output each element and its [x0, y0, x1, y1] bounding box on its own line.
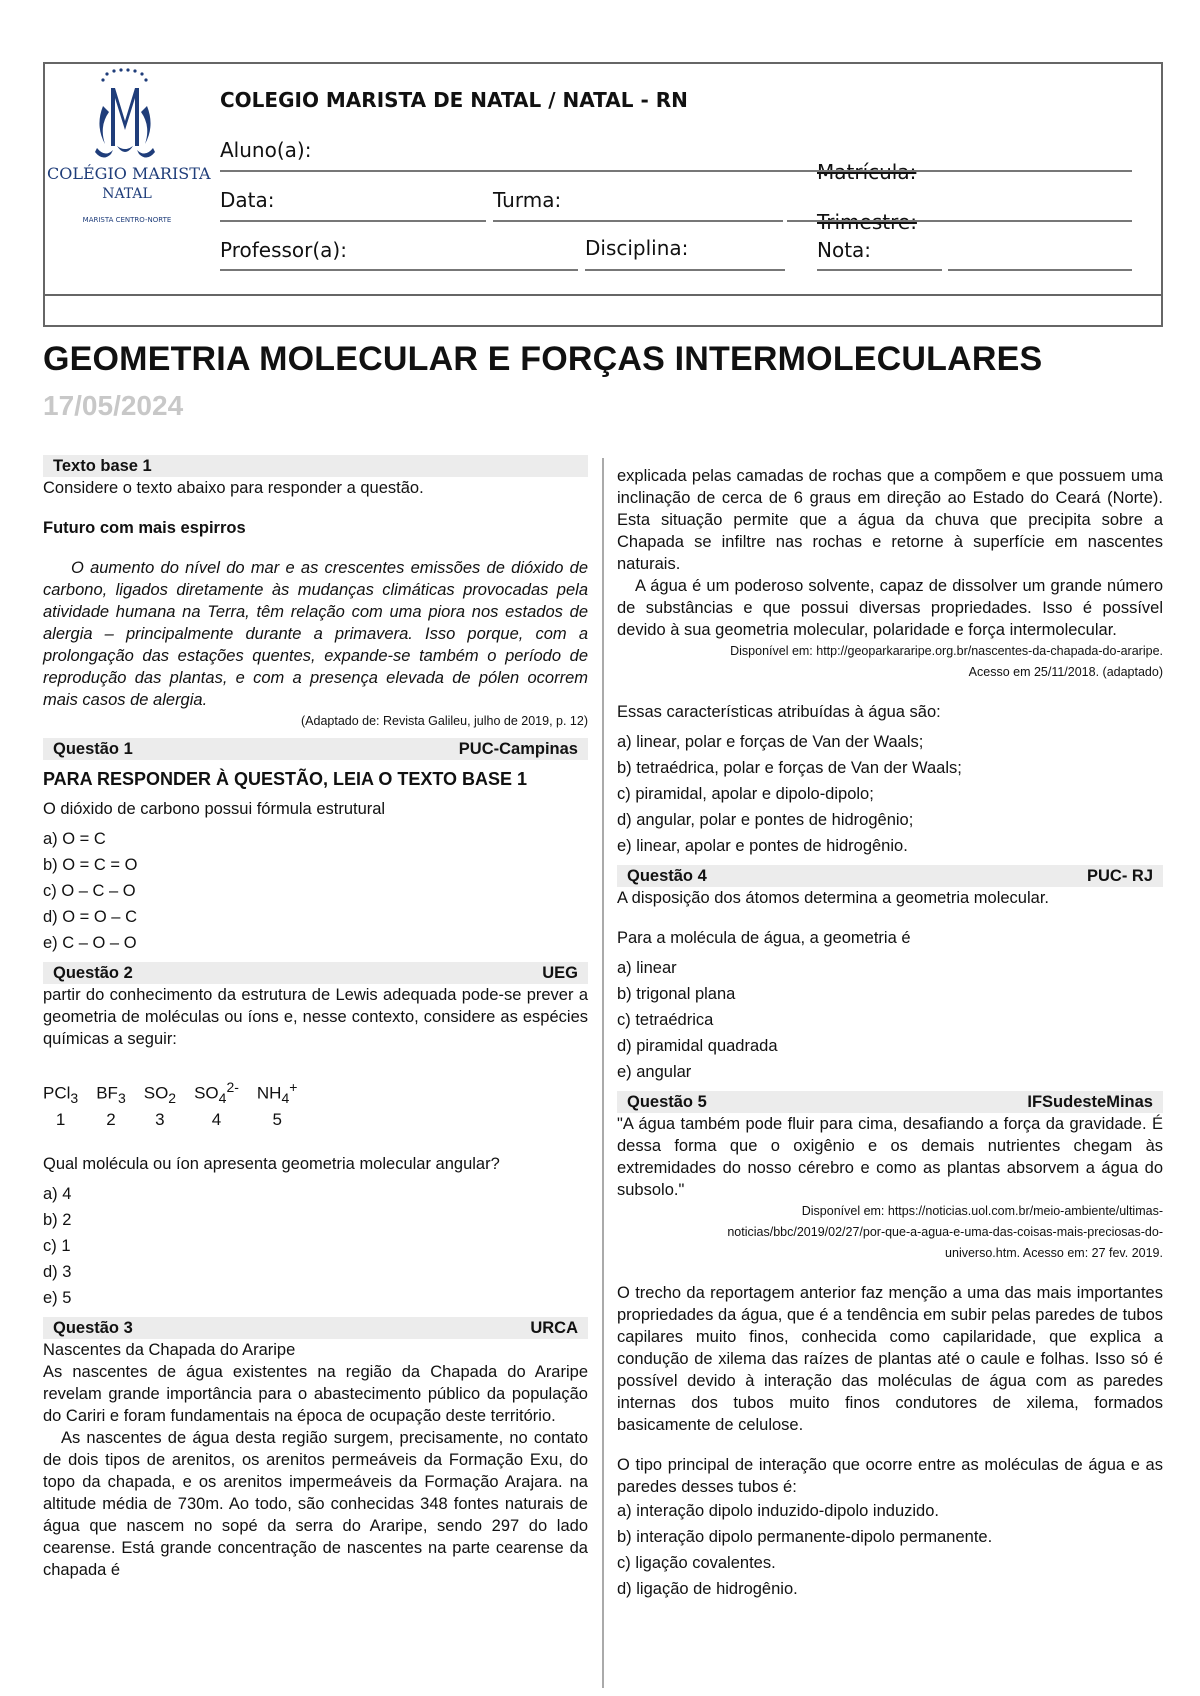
logo-subtitle: MARISTA CENTRO-NORTE [82, 216, 172, 224]
disciplina-field[interactable] [585, 269, 785, 271]
species-formula: PCl [43, 1083, 71, 1103]
q3-option-a[interactable]: a) linear, polar e forças de Van der Waals; [617, 733, 924, 751]
q2-species-4 [194, 1076, 239, 1131]
school-logo [47, 66, 211, 251]
q3-paragraph-2: As nascentes de água desta região surgem, precisamente, no contato de dois tipos de arenitos, os arenitos permeáveis da Formação Exu, do topo da chapada, e os arenitos impermeáveis da Formação Arajara. na altitude média de 730m. Ao todo, são conhecidas 348 fontes naturais de água que nascem no sopé da serra do Araripe, sendo 297 do lado cearense. Está grande concentração de nascentes na parte cearense da chapada é [43, 1429, 588, 1580]
q1-option-e[interactable]: e) C – O – O [43, 934, 137, 952]
turma-label: Turma: [493, 188, 562, 212]
header-box [43, 62, 1163, 327]
texto-base-heading [43, 455, 588, 477]
q1-label: Questão 1 [53, 740, 133, 758]
q3-paragraph-1: As nascentes de água existentes na região da Chapada do Araripe revelam grande importância para o abastecimento público da população do Cariri e foram fundamentais na época de ocupação deste território. [43, 1363, 588, 1426]
q2-stem: partir do conhecimento da estrutura de Lewis adequada pode-se prever a geometria de moléculas ou íons e, nesse contexto, considere as espécies químicas a seguir: [43, 986, 588, 1048]
q2-question: Qual molécula ou íon apresenta geometria molecular angular? [43, 1155, 500, 1174]
q1-source: PUC-Campinas [458, 740, 578, 758]
q3-header [43, 1317, 588, 1339]
species-number: 2 [106, 1110, 116, 1130]
q3-title: Nascentes da Chapada do Araripe [43, 1341, 296, 1360]
q5-source: IFSudesteMinas [1027, 1093, 1153, 1111]
q3-source-line-2: Acesso em 25/11/2018. (adaptado) [968, 665, 1163, 679]
q3-source-line-1: Disponível em: http://geoparkararipe.org.br/nascentes-da-chapada-do-araripe. [730, 644, 1163, 658]
q4-header [617, 865, 1163, 887]
species-subscript: 2 [168, 1090, 177, 1107]
texto-base-source: (Adaptado de: Revista Galileu, julho de 2019, p. 12) [301, 714, 588, 728]
q2-option-b[interactable]: b) 2 [43, 1211, 72, 1230]
q3-paragraph-3: A água é um poderoso solvente, capaz de dissolver um grande número de substâncias e que possui diversas propriedades. Isso é possível devido à sua geometria molecular, polaridade e força intermolecular. [617, 577, 1163, 639]
species-subscript: 3 [70, 1090, 79, 1107]
q5-source-line-3: universo.htm. Acesso em: 27 fev. 2019. [945, 1246, 1163, 1260]
texto-base-label: Texto base 1 [53, 457, 152, 475]
q3-option-b[interactable]: b) tetraédrica, polar e forças de Van der Waals; [617, 759, 962, 777]
trimestre-field[interactable] [787, 220, 1132, 222]
q2-species-list [43, 1076, 588, 1131]
q2-species-5 [257, 1076, 298, 1131]
left-column [43, 455, 588, 1581]
aluno-field[interactable] [220, 170, 742, 172]
species-formula: SO [143, 1083, 169, 1103]
texto-base-body: O aumento do nível do mar e as crescentes emissões de dióxido de carbono, ligados diretamente às mudanças climáticas provocadas pela atividade humana na Terra, têm relação com uma piora nos estados de alergia – principalmente durante a primavera. Isso porque, com a prolongação das estações quentes, expande-se também o período de reprodução das plantas, e com a presença elevada de pólen ocorrem mais casos de alergia. [43, 559, 588, 709]
q5-option-a[interactable]: a) interação dipolo induzido-dipolo induzido. [617, 1502, 939, 1520]
professor-field[interactable] [220, 269, 578, 271]
school-name: COLEGIO MARISTA DE NATAL / NATAL - RN [220, 88, 688, 112]
q3-label: Questão 3 [53, 1319, 133, 1338]
q1-option-d[interactable]: d) O = O – C [43, 908, 137, 926]
logo-text: COLÉGIO MARISTA [47, 164, 211, 183]
right-column [617, 465, 1163, 1602]
q2-option-a[interactable]: a) 4 [43, 1185, 72, 1204]
q1-option-b[interactable]: b) O = C = O [43, 856, 138, 874]
q5-option-b[interactable]: b) interação dipolo permanente-dipolo permanente. [617, 1528, 993, 1546]
q4-option-c[interactable]: c) tetraédrica [617, 1011, 714, 1029]
column-divider [602, 458, 604, 1688]
species-charge: 2- [226, 1079, 239, 1095]
trimestre-label: Trimestre: [817, 210, 917, 234]
nota-label: Nota: [817, 238, 872, 262]
nota-field[interactable] [817, 269, 942, 271]
turma-field[interactable] [493, 220, 783, 222]
q4-stem: A disposição dos átomos determina a geometria molecular. [617, 889, 1049, 907]
species-number: 1 [55, 1110, 66, 1130]
q5-header [617, 1091, 1163, 1113]
nota-field-2[interactable] [948, 269, 1132, 271]
disciplina-label: Disciplina: [585, 236, 689, 260]
texto-base-subtitle: Futuro com mais espirros [43, 519, 246, 537]
species-charge: + [289, 1079, 298, 1095]
q1-stem: O dióxido de carbono possui fórmula estrutural [43, 800, 386, 818]
species-number: 3 [155, 1110, 165, 1130]
q5-option-c[interactable]: c) ligação covalentes. [617, 1554, 776, 1572]
texto-base-intro: Considere o texto abaixo para responder a questão. [43, 479, 424, 497]
q1-instruction: PARA RESPONDER À QUESTÃO, LEIA O TEXTO BASE 1 [43, 769, 528, 789]
q5-question: O tipo principal de interação que ocorre entre as moléculas de água e as paredes desses tubos é: [617, 1456, 1163, 1496]
q4-question: Para a molécula de água, a geometria é [617, 929, 911, 947]
q4-label: Questão 4 [627, 867, 707, 885]
q5-option-d[interactable]: d) ligação de hidrogênio. [617, 1580, 798, 1598]
q2-species-3 [144, 1076, 176, 1131]
data-label: Data: [220, 188, 275, 212]
logo-city: NATAL [102, 186, 152, 202]
data-field[interactable] [220, 220, 486, 222]
q4-option-b[interactable]: b) trigonal plana [617, 985, 736, 1003]
q1-header [43, 738, 588, 760]
aluno-label: Aluno(a): [220, 138, 312, 162]
q5-source-line-1: Disponível em: https://noticias.uol.com.br/meio-ambiente/ultimas- [801, 1204, 1163, 1218]
professor-label: Professor(a): [220, 238, 347, 262]
matricula-label: Matrícula: [817, 160, 917, 184]
q4-source: PUC- RJ [1086, 867, 1153, 885]
q4-option-e[interactable]: e) angular [617, 1063, 692, 1081]
species-subscript: 3 [117, 1090, 126, 1107]
q2-option-e[interactable]: e) 5 [43, 1289, 72, 1308]
q3-option-e[interactable]: e) linear, apolar e pontes de hidrogênio. [617, 837, 908, 855]
q2-source: UEG [542, 964, 578, 982]
species-subscript: 4 [218, 1090, 227, 1107]
q2-option-c[interactable]: c) 1 [43, 1237, 71, 1256]
q2-option-d[interactable]: d) 3 [43, 1263, 72, 1282]
q2-label: Questão 2 [53, 964, 133, 982]
page-date: 17/05/2024 [43, 390, 184, 421]
q5-paragraph: O trecho da reportagem anterior faz menção a uma das mais importantes propriedades da água, que é a tendência em subir pelas paredes de tubos capilares muito finos, conhecida como capilaridade, que explica a condução de xilema das raízes de plantas até o caule e folhas. Isso só é possível devido à interação das moléculas de água com as paredes internas dos tubos muito finos condutores de xilema, formados basicamente de celulose. [617, 1284, 1163, 1434]
q5-source-line-2: noticias/bbc/2019/02/27/por-que-a-agua-e-uma-das-coisas-mais-preciosas-do- [727, 1225, 1163, 1239]
species-formula: BF [96, 1083, 118, 1103]
q1-option-c[interactable]: c) O – C – O [43, 882, 136, 900]
q3-option-d[interactable]: d) angular, polar e pontes de hidrogênio; [617, 811, 914, 829]
q2-species-1 [43, 1076, 78, 1131]
header-separator [45, 294, 1161, 296]
page-title: GEOMETRIA MOLECULAR E FORÇAS INTERMOLECULARES [43, 340, 1043, 378]
q3-source: URCA [530, 1319, 578, 1338]
species-number: 5 [272, 1110, 282, 1130]
species-formula: NH [256, 1083, 282, 1103]
q3-option-c[interactable]: c) piramidal, apolar e dipolo-dipolo; [617, 785, 874, 803]
species-formula: SO [194, 1083, 219, 1103]
q3-question: Essas características atribuídas à água são: [617, 703, 941, 721]
q5-quote: "A água também pode fluir para cima, desafiando a força da gravidade. É dessa forma que o oxigênio e os demais nutrientes chegam às extremidades do nosso cérebro e como as plantas absorvem a água do subsolo." [617, 1115, 1163, 1199]
q5-label: Questão 5 [627, 1093, 707, 1111]
q4-option-d[interactable]: d) piramidal quadrada [617, 1037, 778, 1055]
species-number: 4 [211, 1110, 222, 1130]
q2-species-2 [96, 1076, 126, 1131]
q1-option-a[interactable]: a) O = C [43, 830, 106, 848]
species-subscript: 4 [281, 1090, 290, 1107]
matricula-field[interactable] [742, 170, 1132, 172]
q4-option-a[interactable]: a) linear [617, 959, 677, 977]
q3-paragraph-2-continued: explicada pelas camadas de rochas que a compõem e que possuem uma inclinação de cerca de 6 graus em direção ao Estado do Ceará (Norte). Esta situação permite que a água da chuva que precipita sobre a Chapada se infiltre nas rochas e retorne à superfície em nascentes naturais. [617, 467, 1163, 573]
q2-header [43, 962, 588, 984]
